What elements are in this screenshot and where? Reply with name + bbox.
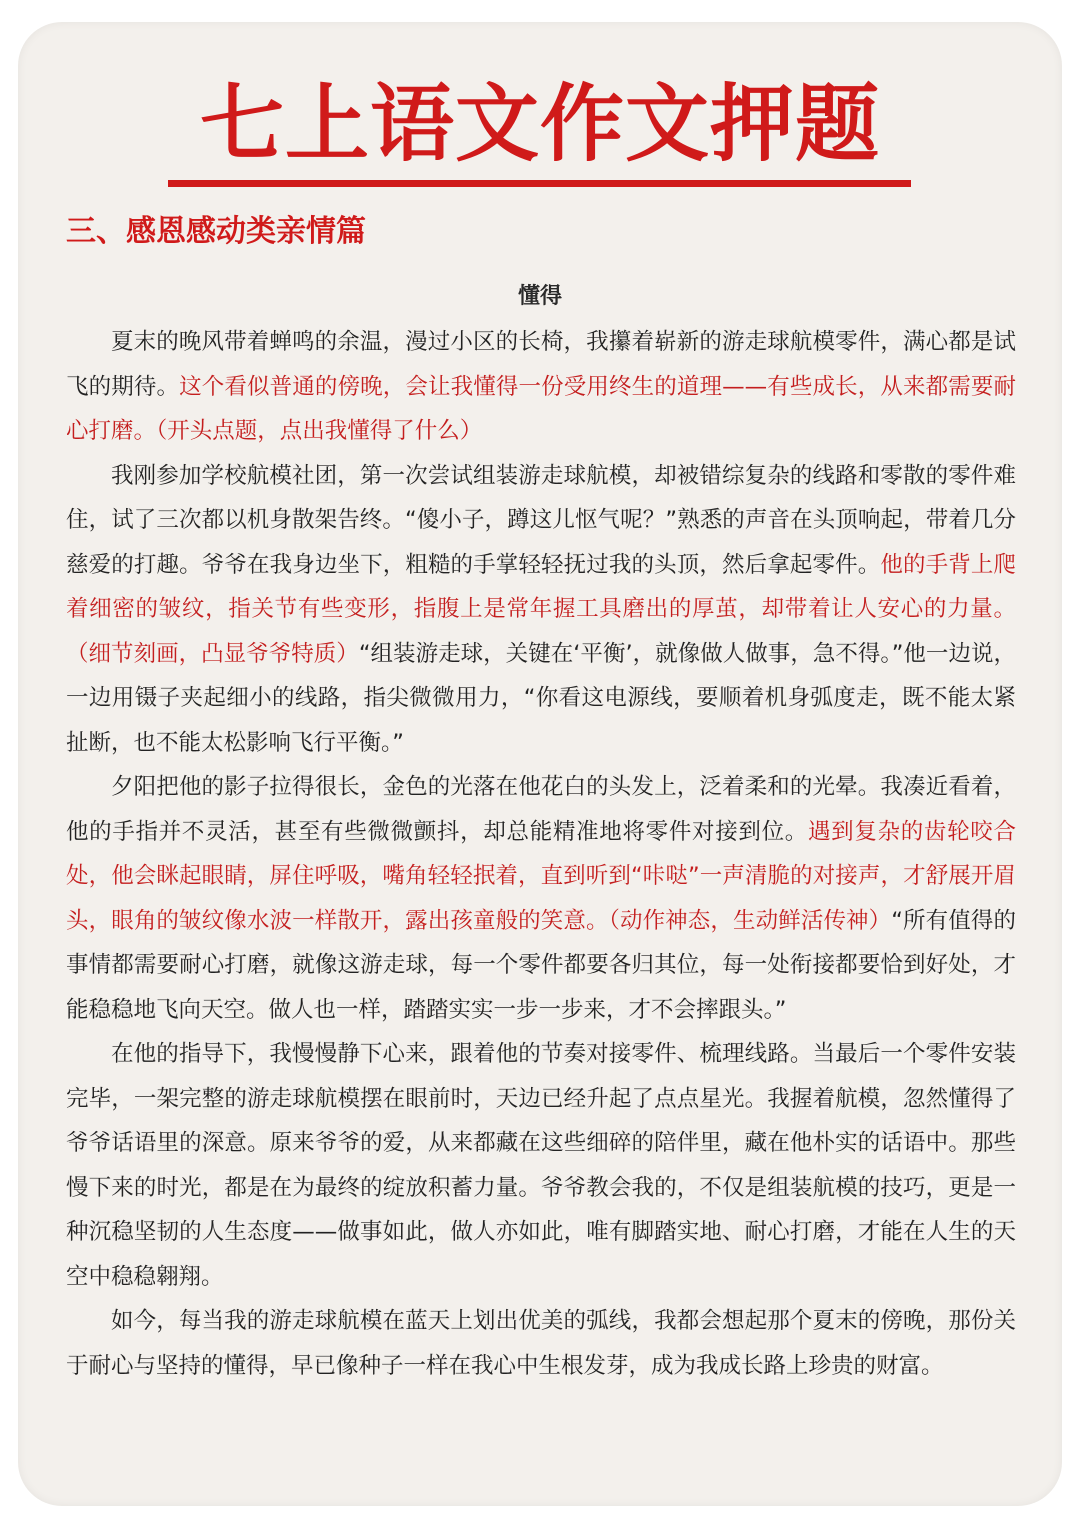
paragraph-text: 夏末的晚风带着蝉鸣的余温，漫过小区的长椅，我攥着崭新的游走球航模零件，满心都是试飞的期待。: [66, 329, 1016, 400]
paragraph-3: [66, 765, 1016, 1032]
paragraph-text: 夕阳把他的影子拉得很长，金色的光落在他花白的头发上，泛着柔和的光晕。我凑近看着，他的手指并不灵活，甚至有些微微颤抖，却总能精准地将零件对接到位。: [66, 774, 1016, 845]
paragraph-2: [66, 454, 1016, 766]
essay-body: [66, 320, 1016, 1388]
paragraph-text: 我刚参加学校航模社团，第一次尝试组装游走球航模，却被错综复杂的线路和零散的零件难住，试了三次都以机身散架告终。“傻小子，蹲这儿怄气呢？”熟悉的声音在头顶响起，带着几分慈爱的打趣。爷爷在我身边坐下，粗糙的手掌轻轻抚过我的头顶，然后拿起零件。: [66, 462, 1016, 578]
paragraph-text: “组装游走球，关键在‘平衡’，就像做人做事，急不得。”他一边说，一边用镊子夹起细小的线路，指尖微微用力，“你看这电源线，要顺着机身弧度走，既不能太紧扯断，也不能太松影响飞行平衡。”: [66, 640, 1016, 756]
annotated-highlight: 他的手背上爬着细密的皱纹，指关节有些变形，指腹上是常年握工具磨出的厚茧，却带着让人安心的力量。（细节刻画，凸显爷爷特质）: [66, 551, 1016, 667]
paragraph-5: 如今，每当我的游走球航模在蓝天上划出优美的弧线，我都会想起那个夏末的傍晚，那份关于耐心与坚持的懂得，早已像种子一样在我心中生根发芽，成为我成长路上珍贵的财富。: [66, 1308, 1016, 1379]
paragraph-4: 在他的指导下，我慢慢静下心来，跟着他的节奏对接零件、梳理线路。当最后一个零件安装完毕，一架完整的游走球航模摆在眼前时，天边已经升起了点点星光。我握着航模，忽然懂得了爷爷话语里的深意。原来爷爷的爱，从来都藏在这些细碎的陪伴里，藏在他朴实的话语中。那些慢下来的时光，都是在为最终的绽放积蓄力量。爷爷教会我的，不仅是组装航模的技巧，更是一种沉稳坚韧的人生态度——做事如此，做人亦如此，唯有脚踏实地、耐心打磨，才能在人生的天空中稳稳翱翔。: [66, 1041, 1016, 1290]
essay-title: 懂得: [517, 284, 562, 309]
annotated-highlight: 这个看似普通的傍晚，会让我懂得一份受用终生的道理——有些成长，从来都需要耐心打磨。（开头点题，点出我懂得了什么）: [66, 373, 1016, 444]
section-heading: 三、感恩感动类亲情篇: [66, 214, 366, 249]
paragraph-text: “所有值得的事情都需要耐心打磨，就像这游走球，每一个零件都要各归其位，每一处衔接都要恰到好处，才能稳稳地飞向天空。做人也一样，踏踏实实一步一步来，才不会摔跟头。”: [66, 907, 1016, 1023]
annotated-highlight: 遇到复杂的齿轮咬合处，他会眯起眼睛，屏住呼吸，嘴角轻轻抿着，直到听到“咔哒”一声清脆的对接声，才舒展开眉头，眼角的皱纹像水波一样散开，露出孩童般的笑意。（动作神态，生动鲜活传神）: [66, 818, 1016, 934]
title-underline: [168, 180, 911, 187]
page-title: 七上语文作文押题: [199, 75, 880, 173]
title-container: [0, 70, 1080, 178]
paragraph-1: [66, 320, 1016, 454]
